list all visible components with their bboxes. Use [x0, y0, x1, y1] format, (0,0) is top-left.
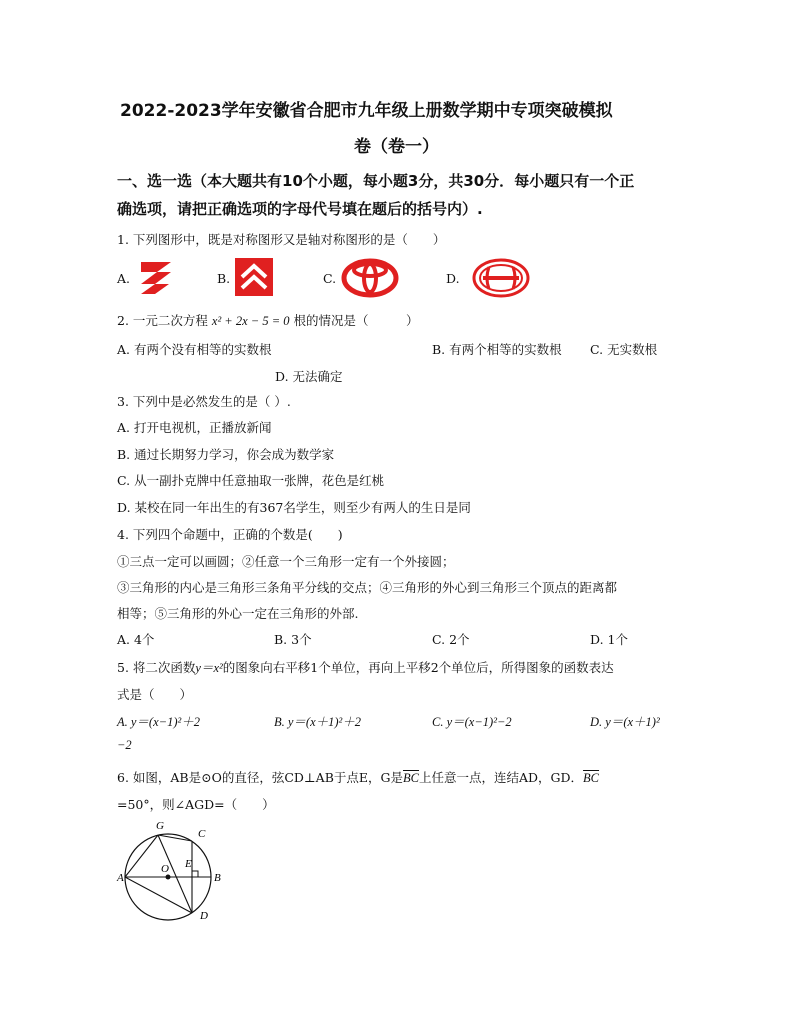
q1-option-d-label: D.: [446, 271, 460, 286]
label-d: D: [200, 910, 208, 922]
question-1-stem: 1. 下列图形中，既是对称图形又是轴对称图形的是（ ）: [117, 232, 446, 247]
label-c: C: [198, 828, 206, 840]
q4-option-b: B. 3个: [274, 632, 312, 647]
q2-option-b: B. 有两个相等的实数根: [432, 342, 562, 357]
section-header: 一、选一选（本大题共有10个小题，每小题3分，共30分．每小题只有一个正: [117, 172, 635, 190]
q2-option-c: C. 无实数根: [590, 342, 658, 357]
q2-option-d: D. 无法确定: [275, 369, 343, 384]
q5-option-d-wrap: −2: [117, 738, 132, 752]
q4-option-d: D. 1个: [590, 632, 628, 647]
question-6-stem: [117, 768, 599, 786]
citroen-logo-icon: [234, 257, 274, 297]
q1-option-b-label: B.: [217, 271, 231, 286]
q6-stem-continued: =50°，则∠AGD=（ ）: [117, 797, 275, 812]
toyota-logo-icon: [341, 258, 399, 298]
q5-option-d: D. y＝(x＋1)²: [590, 715, 660, 729]
q6-arc-bc-2: $\overline{BC}$: [583, 771, 600, 785]
label-g: G: [156, 820, 164, 832]
q5-option-a: A. y＝(x−1)²＋2: [117, 715, 200, 729]
center-point-o: [166, 875, 171, 880]
q2-equation: x² + 2x − 5 = 0: [211, 314, 290, 328]
question-3-stem: 3. 下列中是必然发生的是（ ）.: [117, 394, 291, 409]
label-e: E: [185, 858, 192, 870]
segment-ad: [125, 877, 192, 913]
q6-circle-figure: [112, 815, 232, 925]
q3-option-c: C. 从一副扑克牌中任意抽取一张牌，花色是红桃: [117, 473, 385, 488]
q6-arc-bc: $\overline{BC}$: [403, 771, 419, 785]
q4-statement-line-2: ③三角形的内心是三角形三条角平分线的交点；④三角形的外心到三角形三个顶点的距离都: [117, 580, 618, 595]
right-angle-mark: [192, 871, 198, 877]
q3-option-a: A. 打开电视机，正播放新闻: [117, 420, 272, 435]
section-header-continued: 确选项，请把正确选项的字母代号填在题后的括号内）.: [117, 200, 483, 218]
question-4-stem: 4. 下列四个命题中，正确的个数是( ): [117, 527, 343, 542]
q4-statement-line-1: ①三点一定可以画圆；②任意一个三角形一定有一个外接圆；: [117, 554, 455, 569]
question-2-stem: [117, 311, 419, 329]
q5-option-c: C. y＝(x−1)²−2: [432, 715, 512, 729]
q5-function: y＝x²: [195, 661, 223, 675]
q5-stem-continued: 式是（ ）: [117, 687, 193, 702]
q6-stem-mid: 上任意一点，连结AD，GD．: [418, 770, 584, 785]
q6-stem-prefix: 6. 如图，AB是⊙O的直径，弦CD⊥AB于点E，G是: [117, 770, 403, 785]
suzuki-logo-icon: [135, 258, 177, 298]
q5-option-b: B. y＝(x＋1)²＋2: [274, 715, 362, 729]
page-title: 2022-2023学年安徽省合肥市九年级上册数学期中专项突破模拟: [120, 101, 613, 121]
q2-stem-suffix: 根的情况是（ ）: [293, 313, 419, 328]
q3-option-d: D. 某校在同一年出生的有367名学生，则至少有两人的生日是同: [117, 500, 471, 515]
q1-option-c-label: C.: [323, 271, 337, 286]
q1-option-a-label: A.: [117, 271, 131, 286]
label-a: A: [117, 872, 124, 884]
hino-logo-icon: [471, 257, 531, 299]
q4-statement-line-3: 相等；⑤三角形的外心一定在三角形的外部.: [117, 606, 359, 621]
q5-stem-prefix: 5. 将二次函数: [117, 660, 196, 675]
q2-option-a: A. 有两个没有相等的实数根: [117, 342, 272, 357]
page-title-continued: 卷（卷一）: [354, 137, 439, 157]
q4-option-a: A. 4个: [117, 632, 155, 647]
label-o: O: [161, 863, 169, 875]
q2-stem-prefix: 2. 一元二次方程: [117, 313, 208, 328]
label-b: B: [214, 872, 221, 884]
question-5-stem: [117, 658, 614, 676]
q3-option-b: B. 通过长期努力学习，你会成为数学家: [117, 447, 335, 462]
q5-stem-suffix: 的图象向右平移1个单位，再向上平移2个单位后，所得图象的函数表达: [222, 660, 614, 675]
q4-option-c: C. 2个: [432, 632, 470, 647]
